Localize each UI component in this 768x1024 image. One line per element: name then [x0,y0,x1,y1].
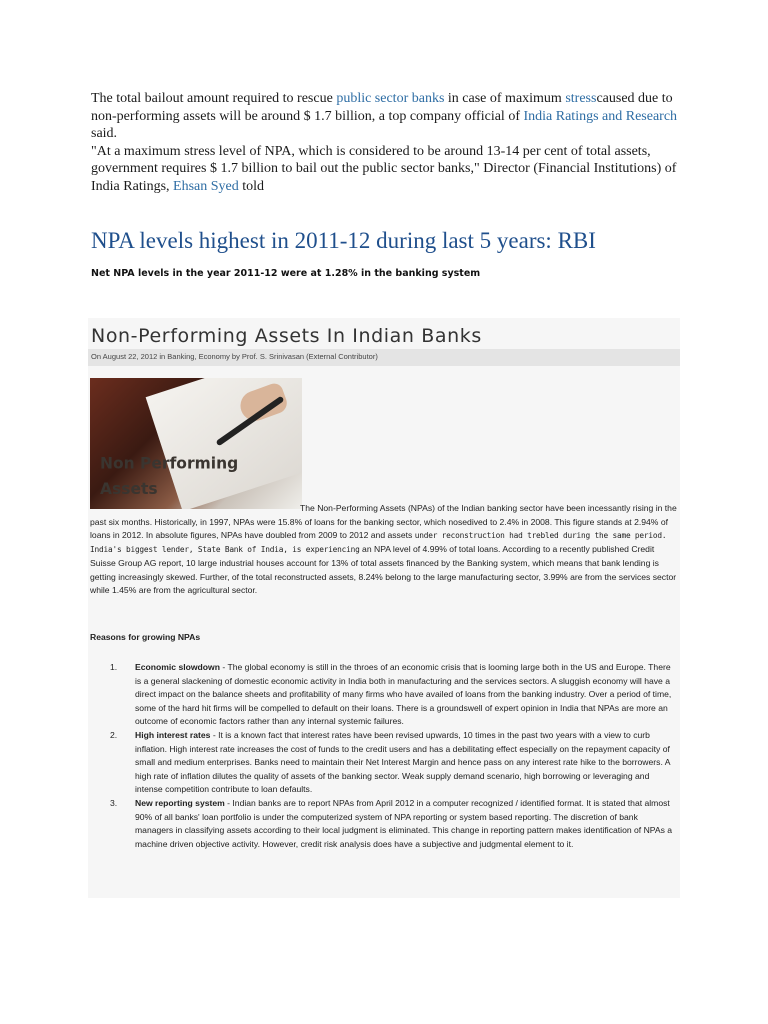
article-panel [88,318,680,898]
intro-text-run: caused due to non-performing assets will be around $ 1.7 billion, a top company official of [91,91,673,124]
intro-text-run: in case of maximum [444,91,566,106]
list-item-title: New reporting system [135,797,225,808]
list-item [110,661,678,729]
photo-caption [100,451,238,501]
list-item [110,729,678,797]
intro-paragraph-1 [91,90,691,143]
intro-paragraph-2 [91,143,691,196]
reasons-list [110,661,678,851]
reasons-heading: Reasons for growing NPAs [90,632,201,642]
subheadline: Net NPA levels in the year 2011-12 were at 1.28% in the banking system [91,268,481,279]
photo-caption-line: Non Performing [100,453,239,473]
link-stress[interactable]: stress [565,91,597,106]
intro-text-run: The total bailout amount required to rescue [91,91,337,106]
list-number: 2. [110,729,118,740]
list-item-title: Economic slowdown [135,662,220,672]
article-body [90,502,678,598]
intro-text [91,90,691,195]
article-body-text: The Non-Performing Assets (NPAs) of the Indian banking sector have been incessantly rising in the past six months. Historically, in 1997, NPAs were 15.8% of loans for the banking sector, which nosedived to 2.4% in 2008. This figure stands at 2.94% of loans in 2012. In absolute figures, NPAs have doubled from 2009 to 2012 and assets [90,503,677,541]
intro-text-run: told [238,178,265,194]
list-item-text: - The global economy is still in the throes of an economic crisis that is looming large both in the US and Europe. There is a general slackening of domestic economic activity in India both in manufacturing and the services sectors. A sluggish economy will have a direct impact on the balance sheets and profitability of many firms who have availed of loans from the banking industry. Over a period of time, some of the hard hit firms will be compelled to default on their loans. There is a groundswell of expert opinion in India that NPAs are more an outcome of economic factors rather than any internal systemic failures. [135,662,672,727]
link-public-sector-banks[interactable]: public sector banks [336,91,445,106]
list-number: 1. [110,662,118,672]
link-ehsan-syed[interactable]: Ehsan Syed [173,178,239,194]
article-byline: On August 22, 2012 in Banking, Economy by Prof. S. Srinivasan (External Contributor) [91,352,378,361]
list-item-title: High interest rates [135,729,211,740]
article-body-text: an NPA level of 4.99% of total loans. According to a recently published Credit Suisse Group AG report, 10 large industrial houses account for 13% of total assets financed by the Banking system, which means that bank lending is getting increasingly skewed. Further, of the total reconstructed assets, 8.24% belong to the large manufacturing sector, 3.99% are from the services sector while 1.45% are from the agricultural sector. [90,544,677,596]
article-title: Non-Performing Assets In Indian Banks [91,325,482,347]
link-india-ratings[interactable]: India Ratings and Research [523,108,678,124]
list-item-text: - It is a known fact that interest rates have been revised upwards, 10 times in the past two years with a view to curb inflation. High interest rate increases the cost of funds to the credit users and has a debilitating effect especially on the repayment capacity of small and medium enterprises. Banks need to maintain their Net Interest Margin and hence pass on any interest rate hike to the borrowers. A high rate of inflation dilutes the quality of assets of the banking sector. Weak supply demand scenario, high borrowing or leveraging and intense competition contribute to loan defaults. [135,729,671,795]
article-body-text: under reconstruction had trebled during the same period. India's biggest lender, State Bank of India, is experiencing [90,531,667,555]
intro-text-run: said. [91,126,118,141]
list-item-text: - Indian banks are to report NPAs from April 2012 in a computer recognized / identified format. It is stated that almost 90% of all banks' loan portfolio is under the computerized system of NPA reporting or system based reporting. The discretion of bank managers in classifying assets according to their local judgment is eliminated. This change in reporting pattern makes identification of NPAs a machine driven objective activity. However, credit risk analysis does have a subjective and judgmental element to it. [135,797,673,849]
intro-text-run: "At a maximum stress level of NPA, which is considered to be around 13-14 per cent of total assets, government requires $ 1.7 billion to bail out the public sector banks," Director (Financial Institutions) of India Ratings, [91,143,677,194]
list-number: 3. [110,797,118,808]
list-item [110,797,678,851]
photo-caption-line: Assets [100,479,158,499]
byline-bar [88,349,680,366]
article-photo [90,378,302,509]
headline: NPA levels highest in 2011-12 during last 5 years: RBI [91,228,596,253]
